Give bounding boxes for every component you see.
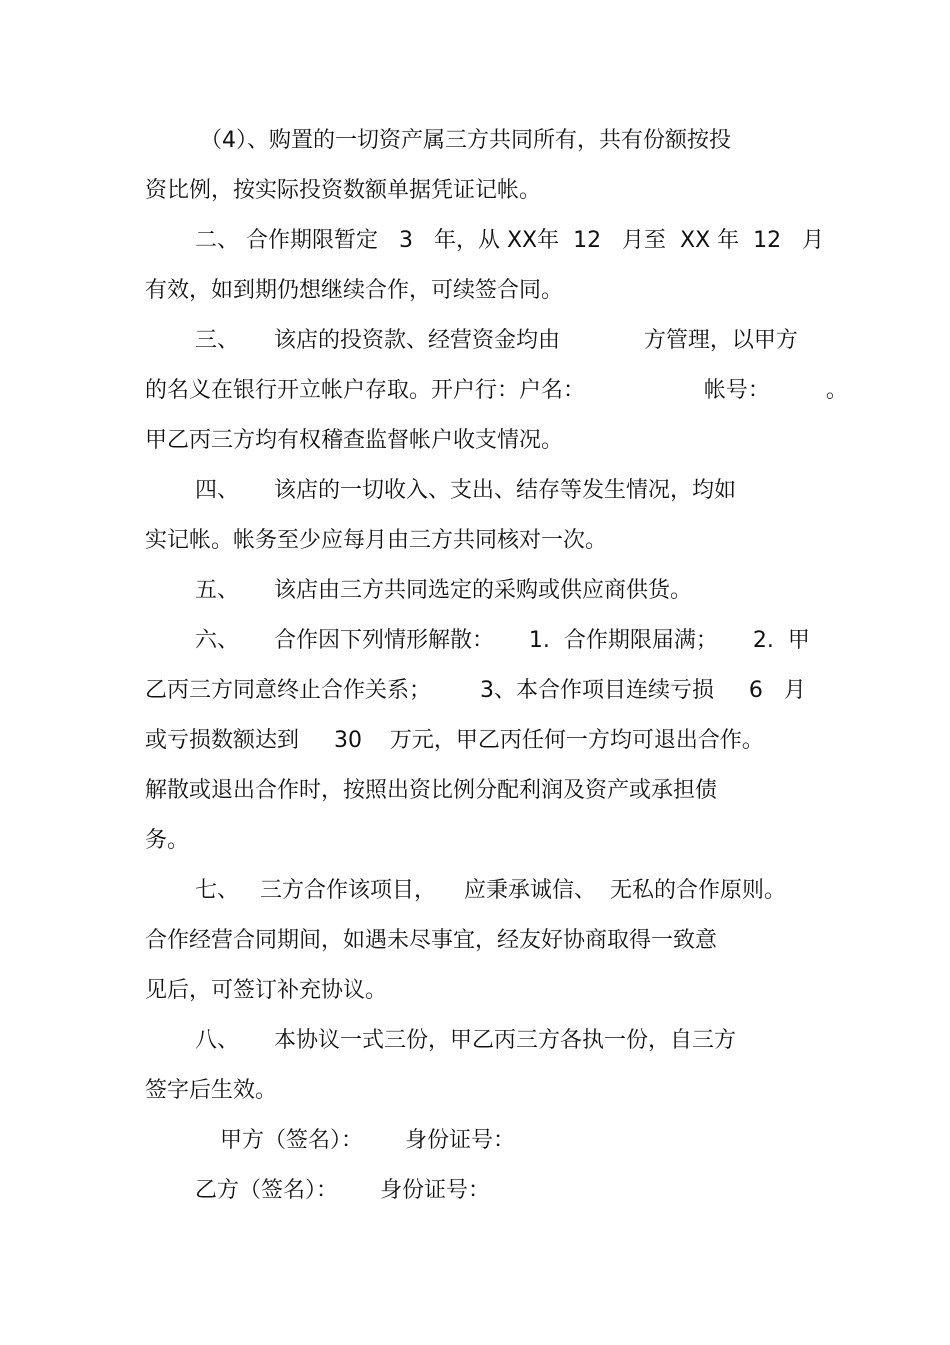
paragraph-line: 八、 本协议一式三份，甲乙丙三方各执一份，自三方 — [195, 1028, 736, 1053]
paragraph-line: 的名义在银行开立帐户存取。开户行：户名： 帐号： 。 — [145, 378, 848, 403]
paragraph-line: 五、 该店由三方共同选定的采购或供应商供货。 — [195, 578, 692, 603]
paragraph-line: 四、 该店的一切收入、支出、结存等发生情况，均如 — [195, 478, 736, 503]
paragraph-line: 见后，可签订补充协议。 — [145, 978, 388, 1003]
paragraph-line: 二、 合作期限暂定 3 年，从 XX年 12 月至 XX 年 12 月 — [195, 228, 825, 253]
paragraph-line: 有效，如到期仍想继续合作，可续签合同。 — [145, 278, 564, 303]
paragraph-line: 甲乙丙三方均有权稽查监督帐户收支情况。 — [145, 428, 564, 453]
paragraph-line: 资比例，按实际投资数额单据凭证记帐。 — [145, 178, 542, 203]
paragraph-line: 七、 三方合作该项目， 应秉承诚信、 无私的合作原则。 — [195, 878, 786, 903]
paragraph-line: 或亏损数额达到 30 万元，甲乙丙任何一方均可退出合作。 — [145, 728, 764, 753]
paragraph-line: 六、 合作因下列情形解散： 1. 合作期限届满； 2. 甲 — [195, 628, 810, 653]
signature-line-party-b: 乙方（签名）： 身份证号： — [195, 1178, 490, 1203]
paragraph-line: 解散或退出合作时，按照出资比例分配利润及资产或承担债 — [145, 778, 718, 803]
signature-line-party-a: 甲方（签名）： 身份证号： — [220, 1128, 515, 1153]
paragraph-line: 签字后生效。 — [145, 1078, 278, 1103]
paragraph-line: 务。 — [145, 828, 190, 853]
paragraph-line: 实记帐。帐务至少应每月由三方共同核对一次。 — [145, 528, 608, 553]
paragraph-line: 合作经营合同期间，如遇未尽事宜，经友好协商取得一致意 — [145, 928, 718, 953]
paragraph-line: 乙丙三方同意终止合作关系； 3、本合作项目连续亏损 6 月 — [145, 678, 806, 703]
paragraph-line: （4）、购置的一切资产属三方共同所有，共有份额按投 — [200, 128, 731, 153]
paragraph-line: 三、 该店的投资款、经营资金均由 方管理，以甲方 — [195, 328, 798, 353]
